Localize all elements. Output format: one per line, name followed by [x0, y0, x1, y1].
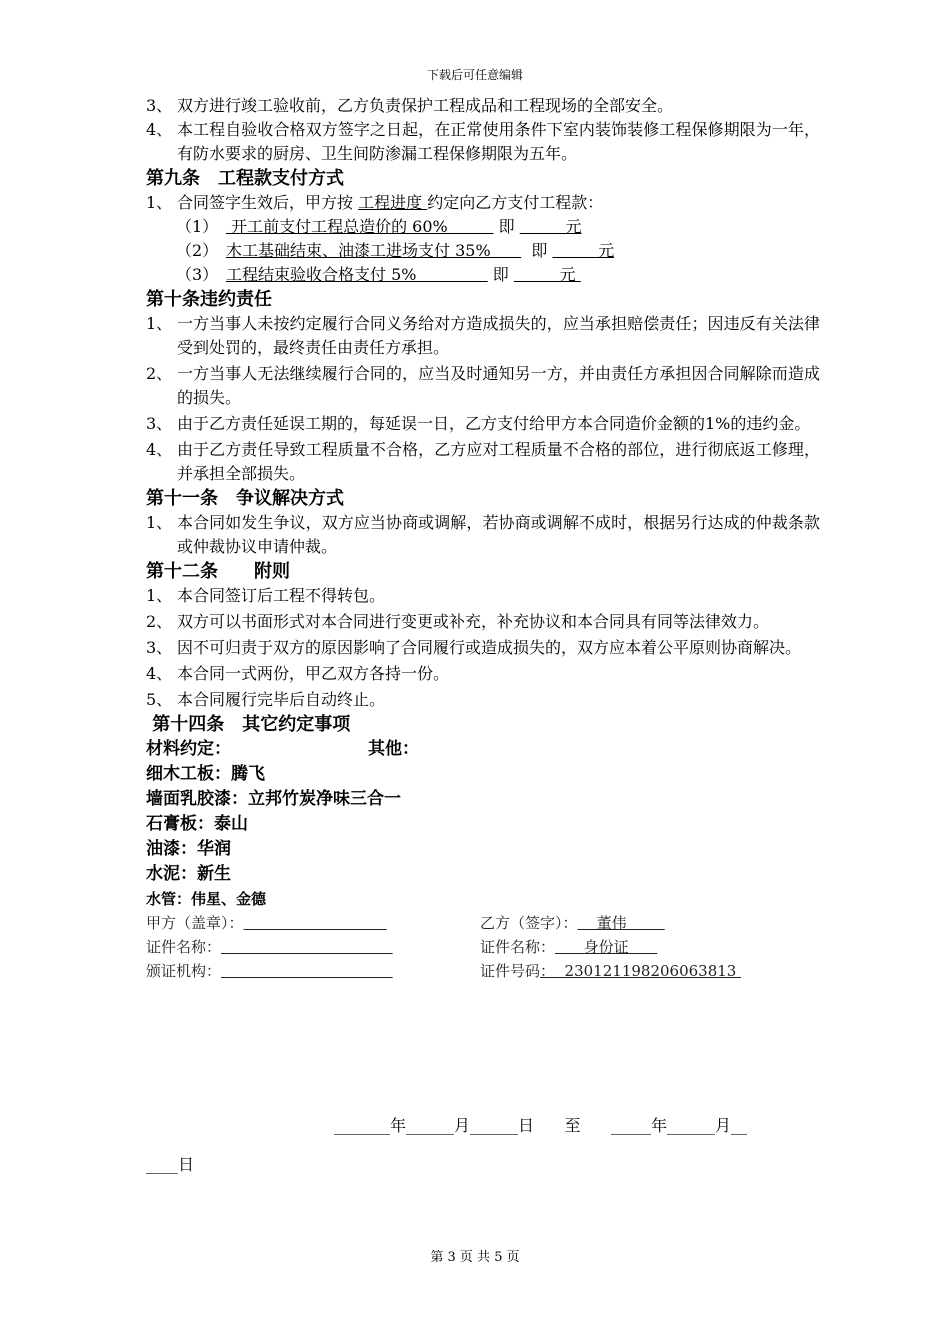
payment-ji: 即 — [521, 241, 553, 260]
clause-10-4 — [146, 438, 820, 486]
item-text: 双方可以书面形式对本合同进行变更或补充，补充协议和本合同具有同等法律效力。 — [177, 612, 770, 631]
payment-row-2 — [176, 239, 820, 263]
party-b-signature-field: 董伟 — [577, 914, 665, 932]
material-item: 油漆：华润 — [146, 839, 231, 859]
page-footer: 第 3 页 共 5 页 — [430, 1250, 520, 1265]
contract-body — [146, 94, 820, 983]
section-12-title: 第十二条 附则 — [146, 561, 290, 582]
material-item: 细木工板：腾飞 — [146, 764, 265, 784]
item-number: 3、 — [146, 638, 173, 657]
clause-9-1 — [146, 191, 820, 215]
clause-12-1 — [146, 584, 820, 608]
material-item-pipe: 水管：伟星、金德 — [146, 890, 267, 908]
issuing-authority-label: 颁证机构： — [146, 962, 222, 980]
clause-8-4 — [146, 118, 820, 166]
payment-amount: 元 — [513, 265, 581, 284]
payment-number: （2） — [176, 241, 219, 260]
cert-name-label-b: 证件名称： — [480, 938, 556, 956]
item-number: 4、 — [146, 120, 173, 139]
payment-amount: 元 — [552, 241, 615, 260]
payment-basis: 工程进度 — [358, 193, 428, 212]
clause-12-2 — [146, 610, 820, 634]
item-number: 1、 — [146, 513, 173, 532]
item-number: 1、 — [146, 193, 173, 212]
signature-row-party — [146, 911, 820, 935]
item-number: 4、 — [146, 664, 173, 683]
materials-heading-row — [146, 737, 820, 762]
item-text: 因不可归责于双方的原因影响了合同履行或造成损失的，双方应本着公平原则协商解决。 — [177, 638, 802, 657]
item-number: 1、 — [146, 586, 173, 605]
payment-row-1 — [176, 215, 820, 239]
item-text: 本工程自验收合格双方签字之日起，在正常使用条件下室内装饰装修工程保修期限为一年，有防水要求的厨房、卫生间防渗漏工程保修期限为五年。 — [177, 120, 820, 163]
issuing-authority-field — [221, 962, 393, 980]
payment-amount: 元 — [519, 217, 582, 236]
payment-desc: 木工基础结束、油漆工进场支付 35% — [226, 241, 522, 260]
payment-number: （1） — [176, 217, 219, 236]
id-number-label: 证件号码 — [480, 962, 541, 980]
item-text: 由于乙方责任延误工期的，每延误一日，乙方支付给甲方本合同造价金额的1%的违约金。 — [177, 414, 811, 433]
page-header: 下载后可任意编辑 — [426, 68, 523, 82]
cert-name-label-a: 证件名称： — [146, 938, 222, 956]
section-9-title: 第九条 工程款支付方式 — [146, 168, 344, 189]
payment-desc: 开工前支付工程总造价的 60% — [226, 217, 494, 236]
payment-number: （3） — [176, 265, 219, 284]
materials-label: 材料约定： — [146, 739, 231, 759]
clause-12-4 — [146, 662, 820, 686]
payment-desc: 工程结束验收合格支付 5% — [226, 265, 488, 284]
clause-8-3 — [146, 94, 820, 118]
item-number: 3、 — [146, 414, 173, 433]
cert-name-field-a — [221, 938, 393, 956]
item-number: 2、 — [146, 364, 173, 383]
clause-10-3 — [146, 412, 820, 436]
item-text: 本合同履行完毕后自动终止。 — [177, 690, 386, 709]
party-b-label: 乙方（签字）： — [480, 914, 578, 932]
clause-12-3 — [146, 636, 820, 660]
item-text: 一方当事人无法继续履行合同的，应当及时通知另一方，并由责任方承担因合同解除而造成的损失。 — [177, 364, 820, 407]
item-text: 一方当事人未按约定履行合同义务给对方造成损失的，应当承担赔偿责任；因违反有关法律受到处罚的，最终责任由责任方承担。 — [177, 314, 820, 357]
clause-12-5 — [146, 688, 820, 712]
item-text: 双方进行竣工验收前，乙方负责保护工程成品和工程现场的全部安全。 — [177, 96, 674, 115]
clause-10-2 — [146, 362, 820, 410]
payment-ji: 即 — [487, 265, 514, 284]
party-a-stamp-field — [244, 914, 387, 932]
material-item: 水泥：新生 — [146, 864, 231, 884]
item-number: 3、 — [146, 96, 173, 115]
item-number: 4、 — [146, 440, 173, 459]
party-a-label: 甲方（盖章）： — [146, 914, 244, 932]
item-number: 1、 — [146, 314, 173, 333]
clause-11-1 — [146, 511, 820, 559]
other-label: 其他： — [368, 739, 419, 759]
item-number: 2、 — [146, 612, 173, 631]
signature-row-cert — [146, 935, 820, 959]
signature-row-authority — [146, 959, 820, 983]
payment-ji: 即 — [493, 217, 520, 236]
clause-9-1-text-a: 合同签字生效后，甲方按 — [177, 193, 359, 212]
item-text: 本合同签订后工程不得转包。 — [177, 586, 386, 605]
material-item: 石膏板：泰山 — [146, 814, 248, 834]
item-number: 5、 — [146, 690, 173, 709]
section-11-title: 第十一条 争议解决方式 — [146, 488, 344, 509]
payment-row-3 — [176, 263, 820, 287]
section-10-title: 第十条违约责任 — [146, 289, 272, 310]
contract-period-line-end: ____日 — [146, 1155, 195, 1174]
item-text: 本合同如发生争议，双方应当协商或调解，若协商或调解不成时，根据另行达成的仲裁条款或仲裁协议申请仲裁。 — [177, 513, 820, 556]
contract-period-line: _______年______月______日 至 _____年______月__ — [334, 1116, 748, 1135]
material-item: 墙面乳胶漆：立邦竹炭净味三合一 — [146, 789, 401, 809]
clause-10-1 — [146, 312, 820, 360]
item-text: 本合同一式两份，甲乙双方各持一份。 — [177, 664, 450, 683]
item-text: 由于乙方责任导致工程质量不合格，乙方应对工程质量不合格的部位，进行彻底返工修理，并承担全部损失。 — [177, 440, 820, 483]
id-number-field: ： 230121198206063813 — [540, 962, 742, 980]
clause-9-1-text-b: 约定向乙方支付工程款： — [427, 193, 604, 212]
section-14-title: 第十四条 其它约定事项 — [146, 714, 351, 735]
cert-name-field-b: 身份证 — [555, 938, 658, 956]
